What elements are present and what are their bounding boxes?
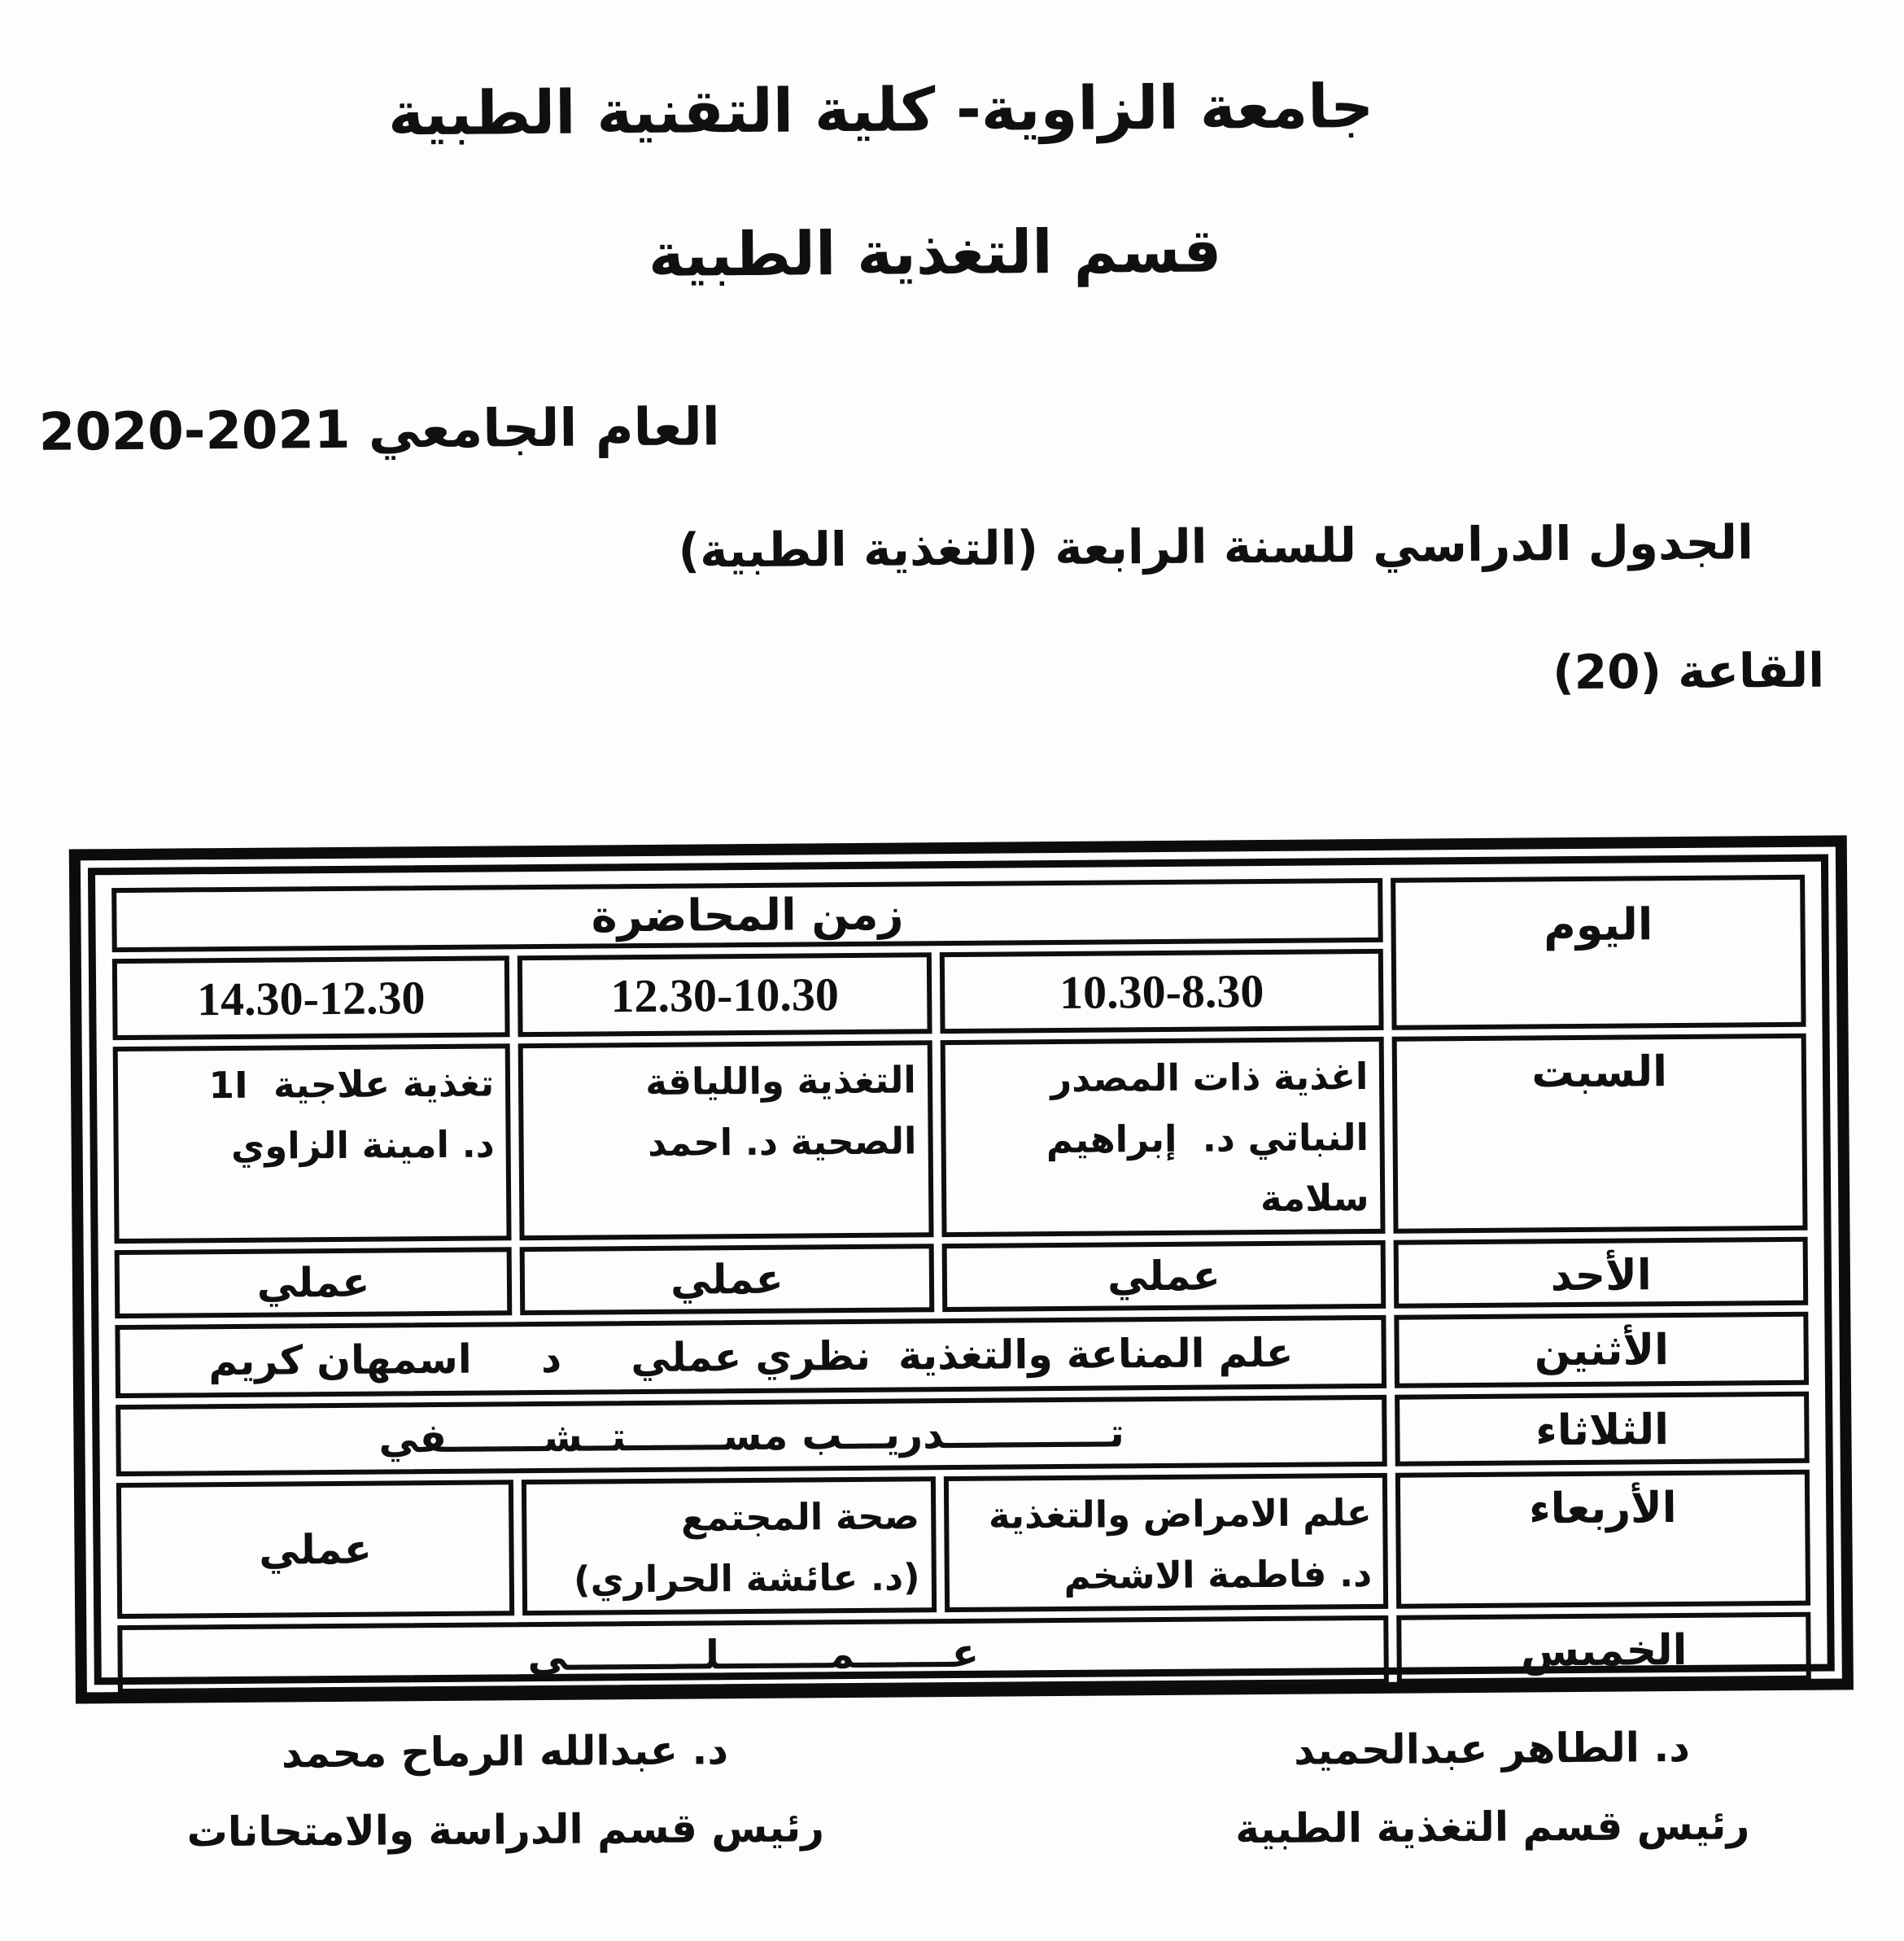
- row-tuesday: [116, 1392, 1810, 1476]
- signature-right: [1234, 1707, 1749, 1868]
- sunday-practical-2: عملي: [520, 1244, 934, 1315]
- row-monday: [115, 1312, 1809, 1398]
- monday-lecture-merged: علم المناعة والتغذية نظري عملي د اسمهان كريم: [115, 1315, 1387, 1398]
- time-slot-2: 12.30-10.30: [517, 952, 932, 1037]
- lecture-time-header: زمن المحاضرة: [111, 878, 1383, 952]
- academic-year: العام الجامعي 2021-2020: [38, 397, 721, 463]
- wednesday-lecture-1: علم الامراض والتغذية د. فاطمة الاشخم: [944, 1473, 1389, 1613]
- signature-left-name: د. عبدالله الرماح محمد: [281, 1726, 729, 1777]
- day-sunday: الأحد: [1394, 1237, 1808, 1309]
- time-slot-3: 14.30-12.30: [112, 955, 510, 1040]
- wednesday-practical: عملي: [116, 1480, 514, 1619]
- row-saturday: [113, 1034, 1808, 1244]
- schedule-table-inner-frame: [88, 855, 1835, 1685]
- time-slot-1: 10.30-8.30: [940, 949, 1384, 1034]
- schedule-table: [103, 868, 1819, 1701]
- day-thursday: الخميس: [1397, 1612, 1811, 1684]
- day-column-header: اليوم: [1391, 875, 1806, 1030]
- row-thursday: [117, 1612, 1811, 1694]
- saturday-lecture-3: تغذية علاجية 1I د. امينة الزاوي: [113, 1043, 512, 1244]
- header-row-1: [111, 875, 1806, 952]
- signature-left: [186, 1710, 824, 1871]
- day-wednesday: الأربعاء: [1395, 1470, 1810, 1609]
- schedule-title: الجدول الدراسي للسنة الرابعة (التغذية الطبية): [678, 514, 1754, 579]
- university-title: جامعة الزاوية- كلية التقنية الطبية: [387, 71, 1374, 150]
- saturday-lecture-1: اغذية ذات المصدر النباتي د. إبراهيم سلامة: [940, 1037, 1385, 1237]
- day-saturday: السبت: [1392, 1034, 1808, 1234]
- signature-right-title: رئيس قسم التغذية الطبية: [1235, 1801, 1750, 1853]
- schedule-table-outer-frame: [69, 835, 1854, 1703]
- department-title: قسم التغذية الطبية: [648, 216, 1222, 291]
- wednesday-lecture-2: صحة المجتمع (د. عائشة الحراري): [522, 1476, 937, 1615]
- hall-label: القاعة (20): [1552, 642, 1825, 701]
- tuesday-lecture-merged: تــــــــــــدريـــب مســـــــتــشـــــــفي: [116, 1395, 1387, 1476]
- thursday-lecture-merged: عـــــــمــــــــلــــــــــي: [117, 1615, 1389, 1694]
- row-wednesday: [116, 1470, 1810, 1620]
- sunday-practical-3: عملي: [115, 1247, 513, 1318]
- day-tuesday: الثلاثاء: [1395, 1392, 1809, 1467]
- day-monday: الأثنين: [1395, 1312, 1809, 1388]
- sunday-practical-1: عملي: [941, 1240, 1386, 1312]
- signature-left-title: رئيس قسم الدراسة والامتحانات: [186, 1803, 825, 1856]
- row-sunday: [115, 1237, 1809, 1318]
- saturday-lecture-2: التغذية واللياقة الصحية د. احمد: [518, 1040, 934, 1240]
- signature-right-name: د. الطاهر عبدالحميد: [1293, 1723, 1691, 1774]
